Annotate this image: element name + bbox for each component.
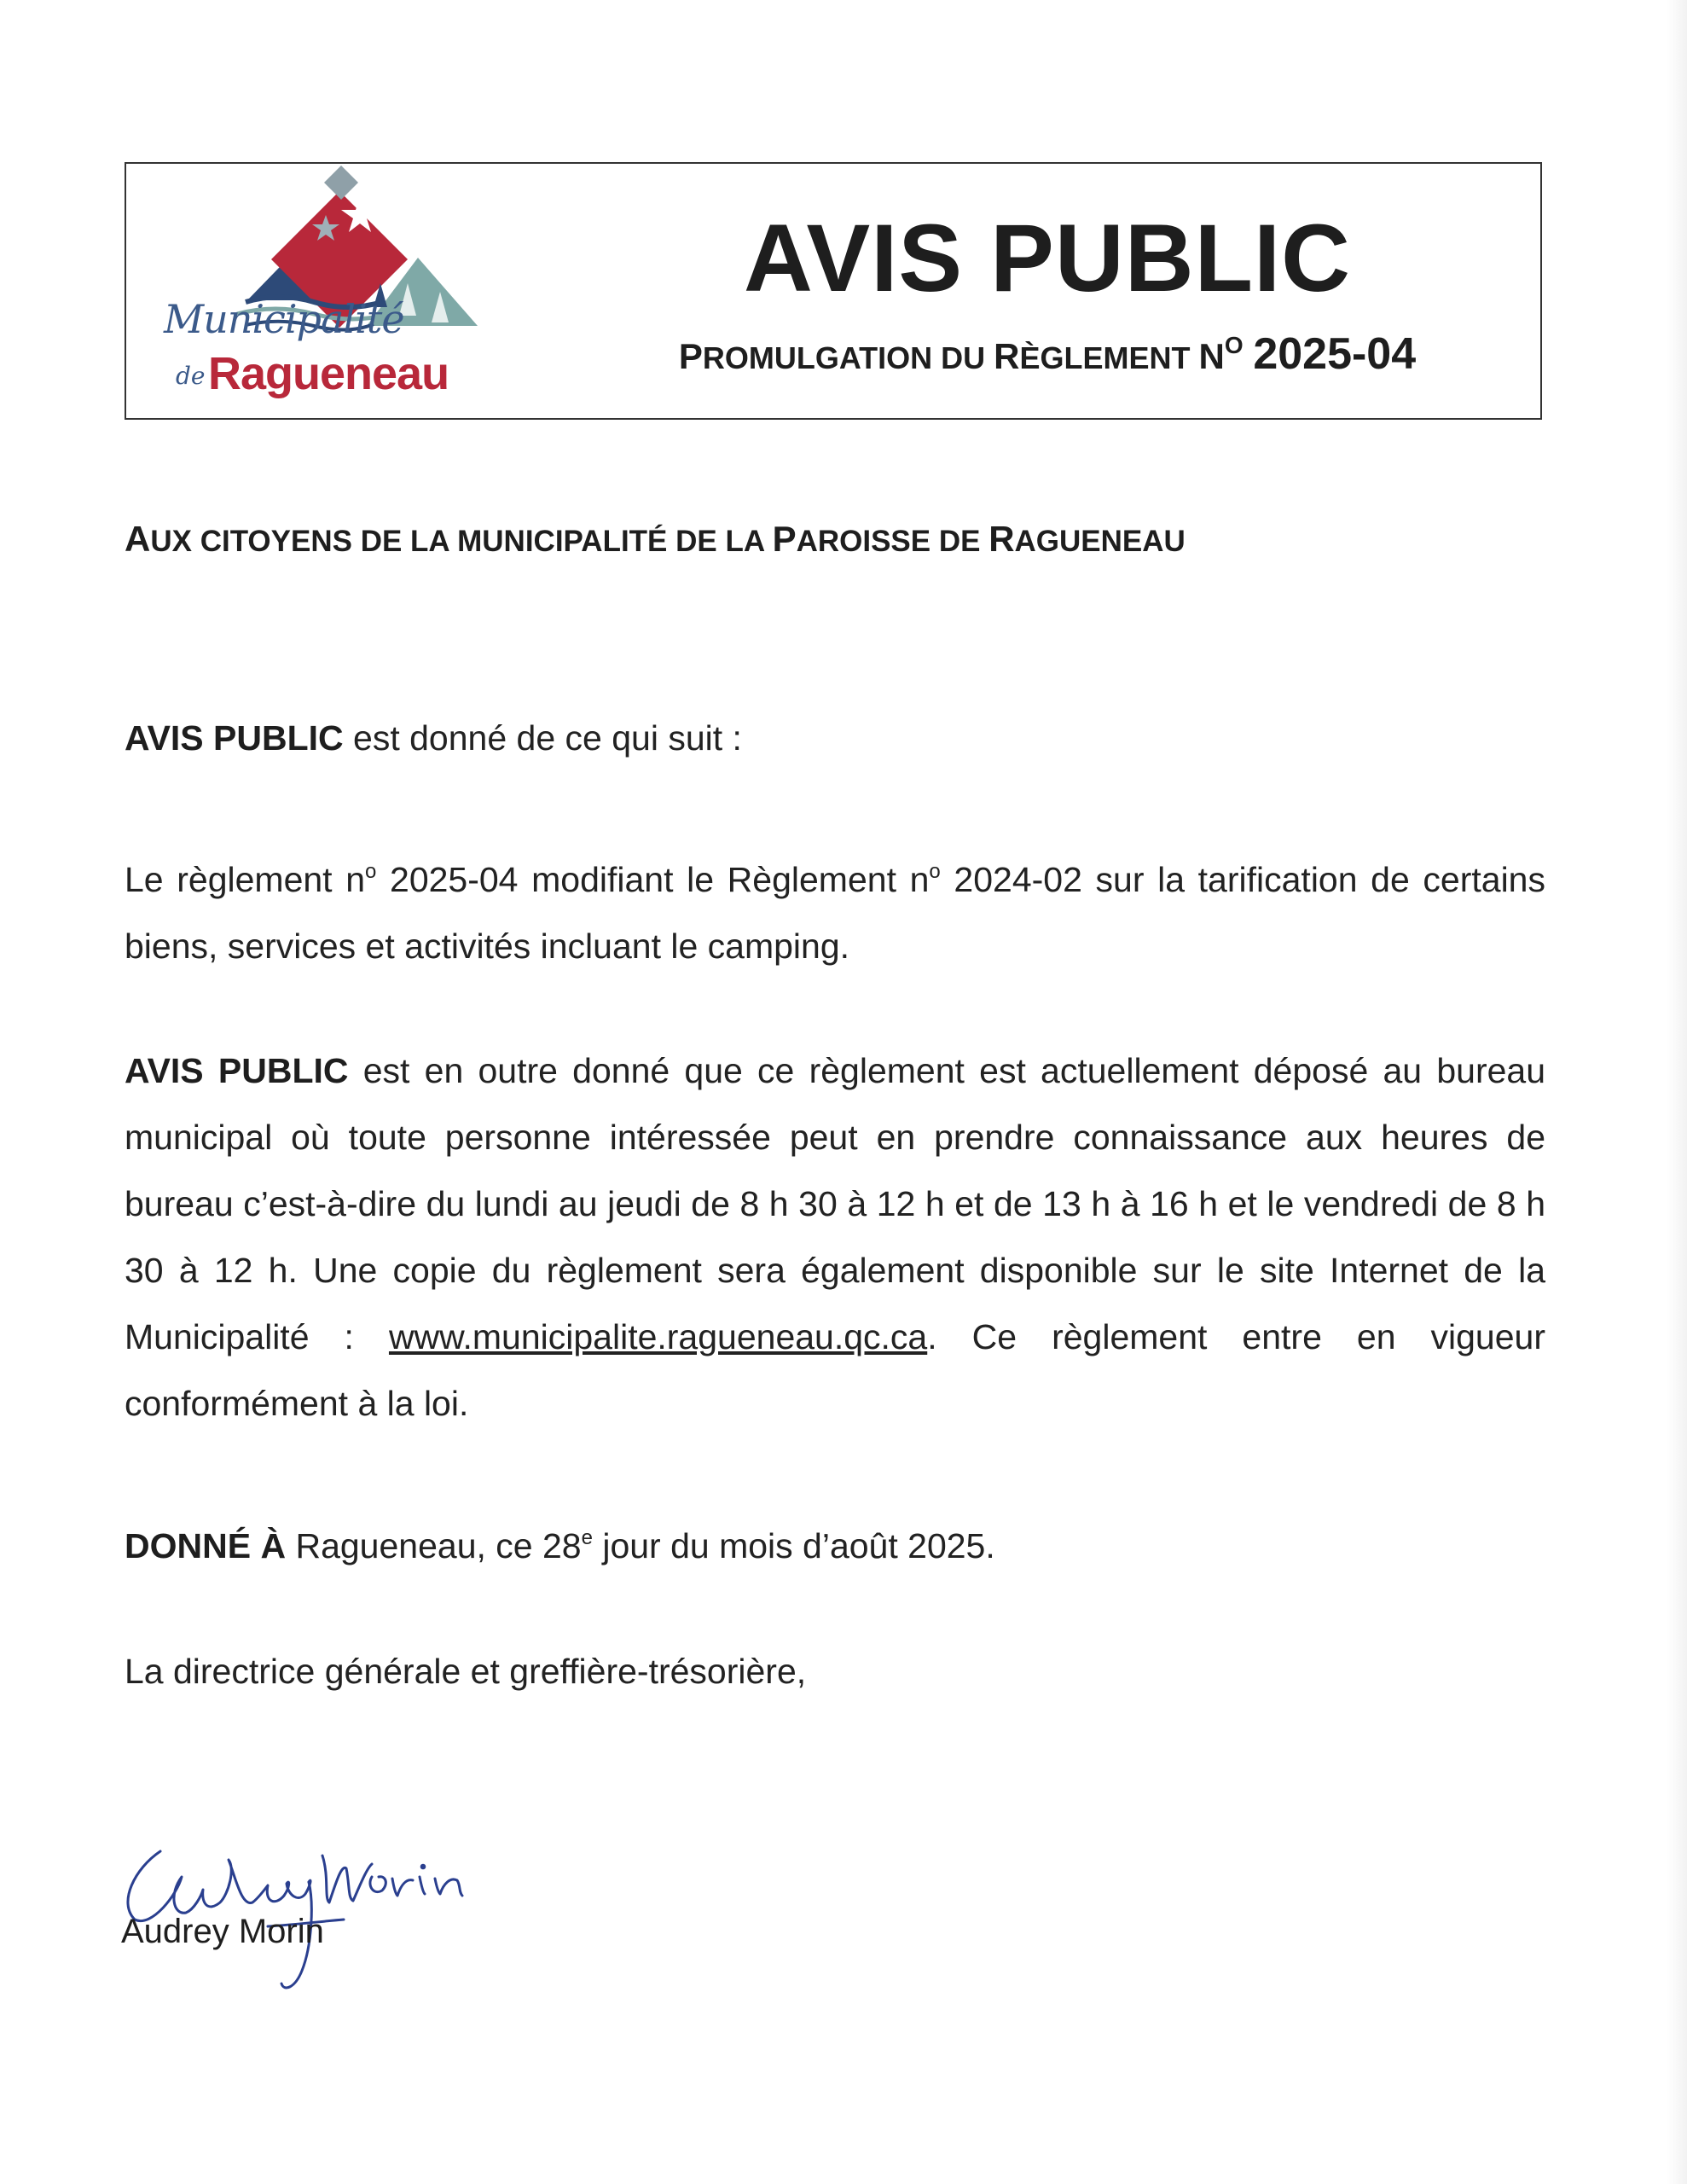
- paragraph-signatory-title: La directrice générale et greffière-trésorière,: [125, 1652, 807, 1691]
- text-span: Le règlement n: [125, 860, 366, 899]
- superscript: e: [581, 1526, 593, 1549]
- subtitle-part: P: [678, 336, 703, 376]
- paragraph-regulation: [125, 839, 1545, 979]
- text-span: est donné de ce qui suit :: [343, 718, 742, 758]
- header-box: [125, 162, 1542, 420]
- paragraph-given-at: [125, 1505, 1545, 1579]
- addressee-line: [125, 519, 1186, 560]
- subtitle-part: R: [994, 336, 1020, 376]
- subtitle-part: N: [1198, 336, 1225, 376]
- logo-text-municipalite: Municipalité: [164, 296, 404, 342]
- text-span: . Ce règlement entre en vigueur conformément à la loi.: [125, 1317, 1545, 1423]
- bold-avis-public: AVIS PUBLIC: [125, 718, 344, 758]
- superscript: o: [929, 860, 941, 883]
- bold-avis-public: AVIS PUBLIC: [125, 1051, 349, 1090]
- paragraph-notice-intro: [125, 705, 1545, 771]
- website-link[interactable]: www.municipalite.ragueneau.qc.ca: [388, 1317, 928, 1356]
- page-edge: [1667, 0, 1687, 2184]
- subtitle-superscript: O: [1224, 332, 1244, 358]
- text-span: jour du mois d’août 2025.: [592, 1526, 995, 1565]
- addressee-part: P: [772, 519, 797, 559]
- signer-name: Audrey Morin: [121, 1913, 324, 1950]
- addressee-part: R: [988, 519, 1015, 559]
- text-span: 2024-02 sur la tarification de certains biens, services et activités incluant le camping.: [125, 860, 1545, 966]
- logo-text-de: de: [176, 362, 206, 390]
- text-span: 2025-04 modifiant le Règlement n: [376, 860, 930, 899]
- addressee-part: A: [125, 519, 151, 559]
- addressee-part: UX CITOYENS DE LA MUNICIPALITÉ DE LA: [150, 525, 773, 558]
- municipality-logo: [143, 164, 519, 420]
- page-title: AVIS PUBLIC: [743, 205, 1352, 311]
- subtitle-part: ÈGLEMENT: [1019, 340, 1199, 375]
- addressee-part: AROISSE DE: [796, 525, 989, 558]
- bold-donne-a: DONNÉ À: [125, 1526, 287, 1565]
- regulation-number: 2025-04: [1253, 329, 1417, 379]
- subtitle-part: ROMULGATION DU: [702, 340, 994, 375]
- logo-text-ragueneau: Ragueneau: [208, 348, 449, 399]
- text-span: est en outre donné que ce règlement est actuellement déposé au bureau municipal où toute personne intéressée peut en prendre connaissance aux heures de bureau c’est-à-dire du lundi au jeudi de 8 h 30 à 12 h et de 13 h à 16 h et le vendredi de 8 h 30 à 12 h. Une copie du règlement sera également disponible sur le site Internet de la Municipalité :: [125, 1051, 1546, 1356]
- page-subtitle: [570, 328, 1525, 380]
- addressee-part: AGUENEAU: [1014, 525, 1186, 558]
- superscript: o: [365, 860, 377, 883]
- paragraph-deposit: [125, 1037, 1545, 1437]
- text-span: Ragueneau, ce 28: [286, 1526, 582, 1565]
